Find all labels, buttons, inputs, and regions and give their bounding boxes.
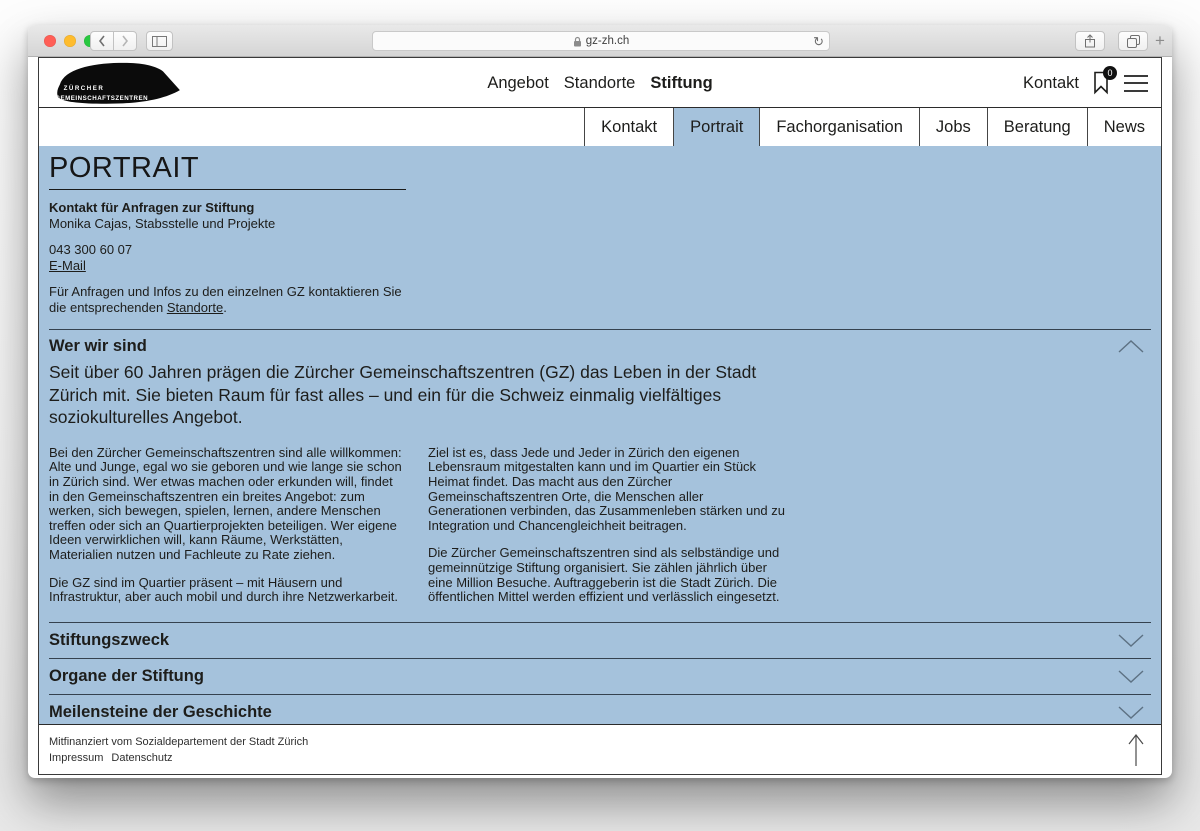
accordion-who-header[interactable] (49, 330, 1151, 358)
tab-kontakt[interactable]: Kontakt (584, 108, 673, 146)
url-text: gz-zh.ch (585, 35, 630, 47)
tabs-icon (1127, 35, 1140, 48)
paragraph: Ziel ist es, dass Jede und Jeder in Zürich den eigenen Lebensraum mitgestalten kann und im Quartier ein Stück Heimat findet. Das macht aus den Zürcher Gemeinschaftszentren Orte, die Menschen aller Generationen verbinden, das Zusammenleben stärken und zu Integration und Chancengleichheit beitragen. (428, 444, 785, 533)
share-button[interactable] (1075, 31, 1105, 51)
tab-fachorganisation[interactable]: Fachorganisation (759, 108, 919, 146)
contact-info: Für Anfragen und Infos zu den einzelnen GZ kontaktieren Sie die entsprechenden Standorte. (49, 284, 402, 315)
close-window-button[interactable] (44, 35, 56, 47)
nav-stiftung[interactable]: Stiftung (650, 73, 713, 92)
sidebar-toggle-button[interactable] (146, 31, 173, 51)
page-title: PORTRAIT (49, 152, 200, 184)
tab-news[interactable]: News (1087, 108, 1161, 146)
toolbar-right-buttons (1075, 31, 1148, 51)
standorte-link[interactable]: Standorte (166, 299, 224, 315)
tab-overview-button[interactable] (1118, 31, 1148, 51)
datenschutz-link[interactable]: Datenschutz (111, 752, 173, 764)
contact-heading: Kontakt für Anfragen zur Stiftung (49, 200, 255, 216)
body-columns (49, 446, 1151, 605)
lock-icon (573, 36, 582, 47)
reload-button[interactable]: ↻ (813, 34, 824, 49)
scroll-to-top-button[interactable] (1127, 732, 1145, 768)
menu-button[interactable] (1124, 75, 1148, 92)
gz-logo[interactable] (47, 61, 189, 106)
contact-phone: 043 300 60 07 (49, 242, 133, 258)
chevron-down-icon (1117, 706, 1145, 719)
email-link[interactable]: E-Mail (49, 257, 86, 273)
chevron-down-icon (1117, 634, 1145, 647)
accordion-stiftungszweck[interactable]: Stiftungszweck (49, 622, 1151, 658)
header-right (1023, 58, 1148, 108)
window-controls (44, 35, 96, 47)
history-buttons (90, 31, 137, 51)
section-title: Wer wir sind (49, 337, 147, 356)
paragraph: Bei den Zürcher Gemeinschaftszentren sind alle willkommen: Alte und Junge, egal wo sie geboren und wie lange sie schon in Zürich sind. Wer etwas machen oder erkunden will, findet in den Gemeinschaftszentren ein breites Angebot: zum werken, sich bewegen, spielen, lernen, andere Menschen treffen oder sich an Quartierprojekten beteiligen. Wer eigene Ideen verwirklichen will, kann Räume, Werkstätten, Materialien nutzen und Fachleute zu Rate ziehen. (49, 444, 402, 562)
site-footer (39, 724, 1161, 774)
browser-window (28, 25, 1172, 778)
nav-angebot[interactable]: Angebot (487, 73, 549, 92)
tab-jobs[interactable]: Jobs (919, 108, 987, 146)
column-left (49, 446, 406, 605)
footer-funding-text: Mitfinanziert vom Sozialdepartement der Stadt Zürich (49, 736, 309, 748)
footer-links (49, 750, 1151, 766)
column-right (428, 446, 785, 605)
share-icon (1084, 34, 1096, 48)
lead-paragraph: Seit über 60 Jahren prägen die Zürcher Gemeinschaftszentren (GZ) das Leben in der Stadt Zürich mit. Sie bieten Raum für fast alles – und ein für die Schweiz einmalig vielfältiges soziokulturelles Angebot. (49, 362, 757, 428)
paragraph: Die GZ sind im Quartier präsent – mit Häusern und Infrastruktur, aber auch mobil und durch ihre Netzwerkarbeit. (49, 574, 399, 605)
logo-line2: GEMEINSCHAFTSZENTREN (55, 94, 149, 102)
page-content (39, 146, 1161, 724)
browser-toolbar (28, 25, 1172, 57)
tab-beratung[interactable]: Beratung (987, 108, 1087, 146)
new-tab-button[interactable]: + (1155, 31, 1165, 50)
back-button[interactable] (90, 31, 114, 51)
accordion-organe[interactable]: Organe der Stiftung (49, 658, 1151, 694)
impressum-link[interactable]: Impressum (49, 752, 104, 764)
main-nav (487, 58, 712, 108)
accordion-list (49, 622, 1151, 724)
chevron-down-icon (1117, 670, 1145, 683)
title-rule (49, 189, 406, 190)
kontakt-link[interactable]: Kontakt (1023, 73, 1079, 92)
bookmark-count-badge: 0 (1103, 66, 1117, 80)
minimize-window-button[interactable] (64, 35, 76, 47)
sidebar-icon (152, 36, 167, 47)
chevron-right-icon (121, 35, 129, 47)
nav-standorte[interactable]: Standorte (563, 73, 636, 92)
site-header (39, 58, 1161, 108)
tab-portrait[interactable]: Portrait (673, 108, 759, 146)
forward-button[interactable] (113, 31, 137, 51)
bookmark-button[interactable] (1093, 68, 1113, 95)
address-bar[interactable] (372, 31, 830, 51)
contact-block (49, 200, 1151, 315)
webpage (38, 57, 1162, 775)
section-tabs (39, 108, 1161, 146)
contact-person: Monika Cajas, Stabsstelle und Projekte (49, 215, 276, 231)
accordion-meilensteine[interactable]: Meilensteine der Geschichte (49, 694, 1151, 724)
paragraph: Die Zürcher Gemeinschaftszentren sind als selbständige und gemeinnützige Stiftung organisiert. Sie zählen jährlich über eine Million Besuche. Auftraggeberin ist die Stadt Zürich. Die öffentlichen Mittel werden effizient und verlässlich eingesetzt. (428, 545, 780, 605)
chevron-left-icon (98, 35, 106, 47)
logo-line1: ZÜRCHER (63, 85, 105, 93)
chevron-up-icon (1117, 340, 1145, 353)
